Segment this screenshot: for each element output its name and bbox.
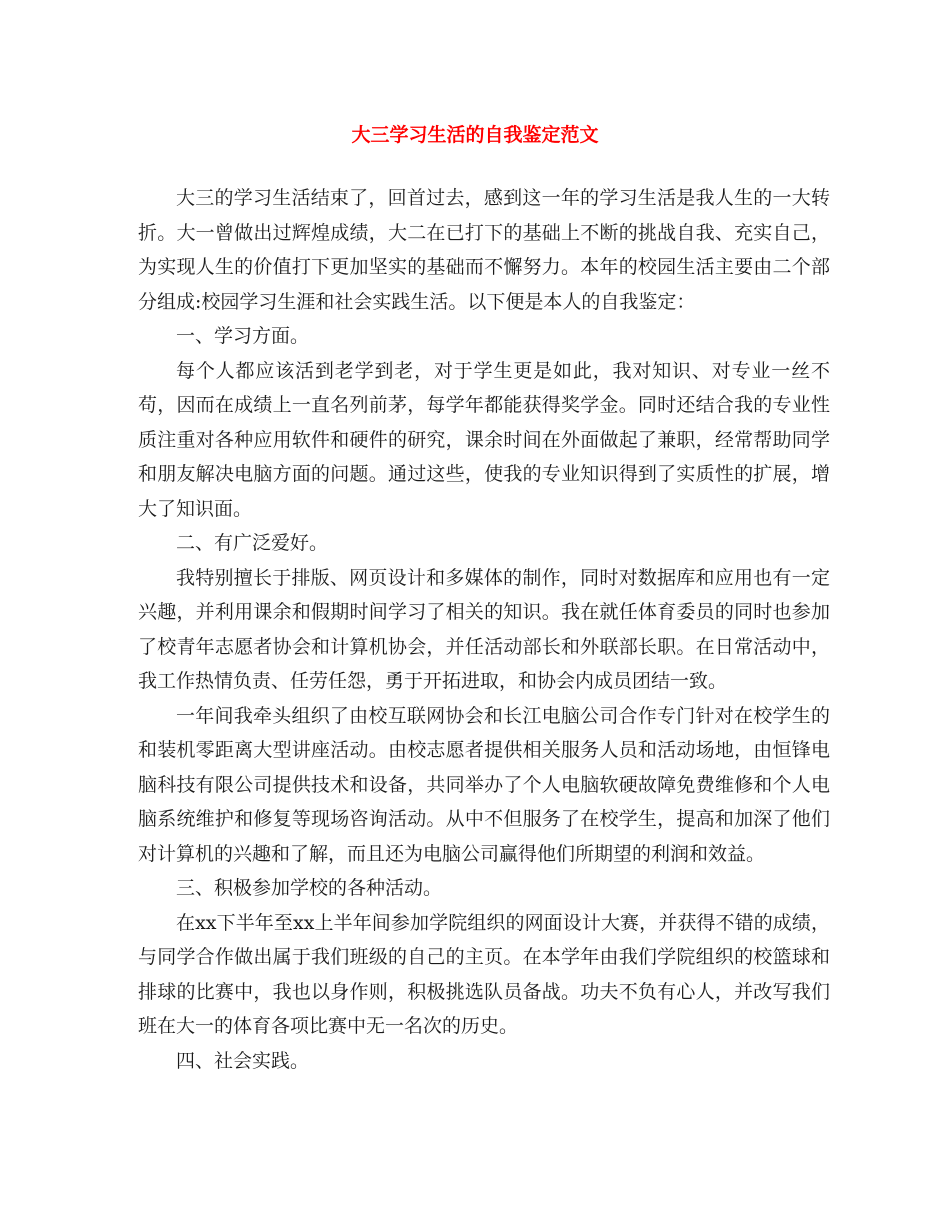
document-body bbox=[138, 181, 830, 1078]
section-paragraph-study: 每个人都应该活到老学到老，对于学生更是如此，我对知识、对专业一丝不苟，因而在成绩上一直名列前茅，每学年都能获得奖学金。同时还结合我的专业性质注重对各种应用软件和硬件的研究，课余时间在外面做起了兼职，经常帮助同学和朋友解决电脑方面的问题。通过这些，使我的专业知识得到了实质性的扩展，增大了知识面。 bbox=[138, 359, 830, 520]
intro-paragraph: 大三的学习生活结束了，回首过去，感到这一年的学习生活是我人生的一大转折。大一曾做出过辉煌成绩，大二在已打下的基础上不断的挑战自我、充实自己，为实现人生的价值打下更加坚实的基础而不懈努力。本年的校园生活主要由二个部分组成:校园学习生涯和社会实践生活。以下便是本人的自我鉴定： bbox=[138, 187, 830, 313]
section-paragraph-hobbies-2: 一年间我牵头组织了由校互联网协会和长江电脑公司合作专门针对在校学生的和装机零距离大型讲座活动。由校志愿者提供相关服务人员和活动场地，由恒锋电脑科技有限公司提供技术和设备，共同举办了个人电脑软硬故障免费维修和个人电脑系统维护和修复等现场咨询活动。从中不但服务了在校学生，提高和加深了他们对计算机的兴趣和了解，而且还为电脑公司赢得他们所期望的利润和效益。 bbox=[138, 704, 830, 865]
section-paragraph-hobbies-1: 我特别擅长于排版、网页设计和多媒体的制作，同时对数据库和应用也有一定兴趣，并利用课余和假期时间学习了相关的知识。我在就任体育委员的同时也参加了校青年志愿者协会和计算机协会，并任活动部长和外联部长职。在日常活动中，我工作热情负责、任劳任怨，勇于开拓进取，和协会内成员团结一致。 bbox=[138, 566, 830, 692]
document-title: 大三学习生活的自我鉴定范文 bbox=[351, 124, 599, 146]
section-heading-social-practice: 四、社会实践。 bbox=[176, 1049, 310, 1072]
section-heading-hobbies: 二、有广泛爱好。 bbox=[176, 532, 329, 554]
section-heading-study: 一、学习方面。 bbox=[176, 325, 310, 347]
section-paragraph-activities: 在xx下半年至xx上半年间参加学院组织的网面设计大赛，并获得不错的成绩，与同学合作做出属于我们班级的自己的主页。在本学年由我们学院组织的校篮球和排球的比赛中，我也以身作则，积极挑选队员备战。功夫不负有心人，并改写我们班在大一的体育各项比赛中无一名次的历史。 bbox=[138, 911, 830, 1037]
section-heading-activities: 三、积极参加学校的各种活动。 bbox=[176, 877, 443, 899]
